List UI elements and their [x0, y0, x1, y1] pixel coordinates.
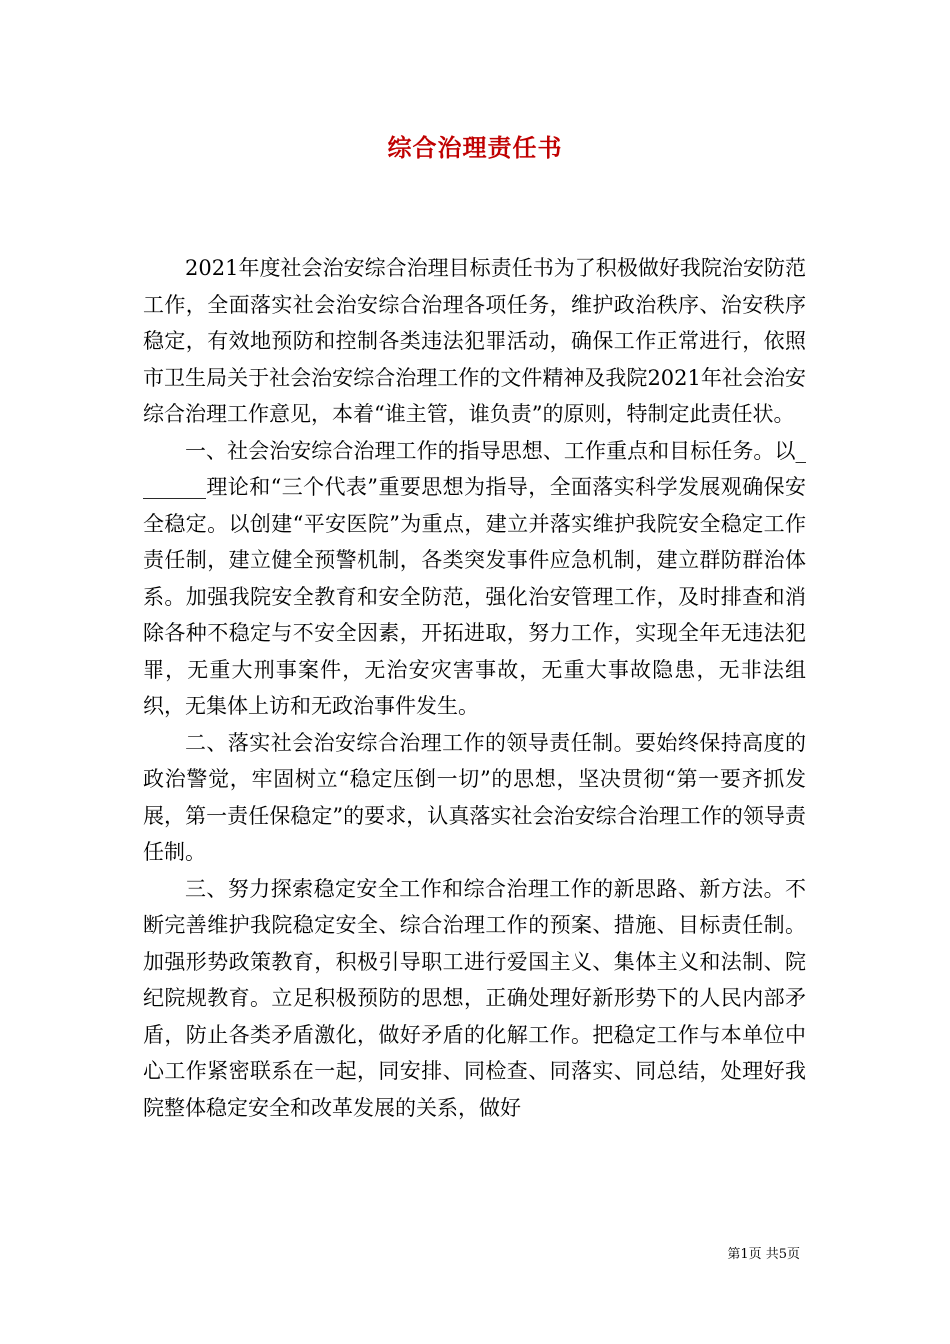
paragraph-intro: 2021年度社会治安综合治理目标责任书为了积极做好我院治安防范工作，全面落实社会治安综合治理各项任务，维护政治秩序、治安秩序稳定，有效地预防和控制各类违法犯罪活动，确保工作正常进行，依照市卫生局关于社会治安综合治理工作的文件精神及我院2021年社会治安综合治理工作意见，本着“谁主管，谁负责”的原则，特制定此责任状。: [143, 256, 806, 426]
paragraph-section-3: 三、努力探索稳定安全工作和综合治理工作的新思路、新方法。不断完善维护我院稳定安全、综合治理工作的预案、措施、目标责任制。加强形势政策教育，积极引导职工进行爱国主义、集体主义和法制、院纪院规教育。立足积极预防的思想，正确处理好新形势下的人民内部矛盾，防止各类矛盾激化，做好矛盾的化解工作。把稳定工作与本单位中心工作紧密联系在一起，同安排、同检查、同落实、同总结，处理好我院整体稳定安全和改革发展的关系，做好: [143, 876, 806, 1120]
page-number: 第1页 共5页: [727, 1247, 800, 1262]
paragraph-section-2: 二、落实社会治安综合治理工作的领导责任制。要始终保持高度的政治警觉，牢固树立“稳定压倒一切”的思想，坚决贯彻“第一要齐抓发展，第一责任保稳定”的要求，认真落实社会治安综合治理工作的领导责任制。: [143, 730, 806, 864]
document-title: 综合治理责任书: [387, 133, 563, 162]
paragraph-section-1: 一、社会治安综合治理工作的指导思想、工作重点和目标任务。以_______理论和“三个代表”重要思想为指导，全面落实科学发展观确保安全稳定。以创建“平安医院”为重点，建立并落实维护我院安全稳定工作责任制，建立健全预警机制，各类突发事件应急机制，建立群防群治体系。加强我院安全教育和安全防范，强化治安管理工作，及时排查和消除各种不稳定与不安全因素，开拓进取，努力工作，实现全年无违法犯罪，无重大刑事案件，无治安灾害事故，无重大事故隐患，无非法组织，无集体上访和无政治事件发生。: [143, 438, 806, 718]
document-body: [143, 250, 806, 1126]
